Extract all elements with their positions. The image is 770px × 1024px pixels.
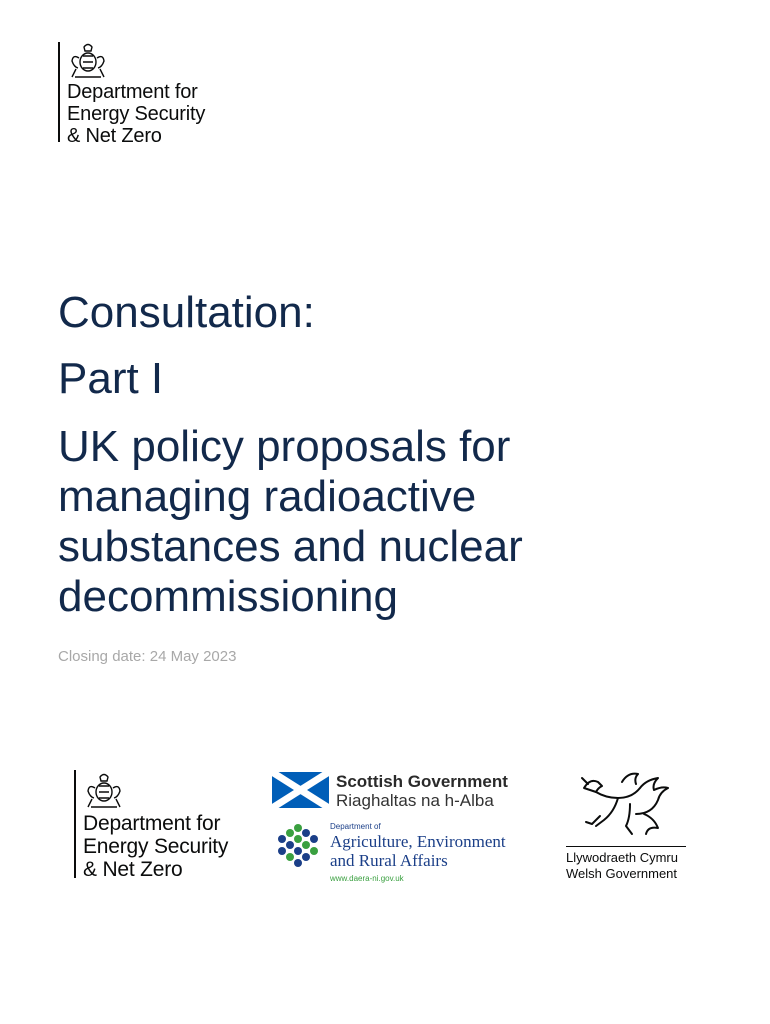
saltire-flag-icon: [272, 772, 329, 808]
document-type-heading: Consultation:: [58, 288, 315, 337]
closing-date: Closing date: 24 May 2023: [58, 648, 237, 665]
royal-coat-of-arms-icon: [83, 772, 125, 810]
welsh-dragon-icon: [570, 770, 680, 842]
daera-prefix: Department of: [330, 822, 381, 831]
daera-name: Agriculture, Environment and Rural Affairs: [330, 832, 506, 870]
royal-coat-of-arms-icon: [67, 42, 109, 80]
cover-title-block: [58, 288, 738, 622]
welsh-government-name: Llywodraeth Cymru Welsh Government: [566, 850, 678, 881]
partner-logo-desnz: [74, 770, 274, 880]
scottish-government-name: Scottish Government Riaghaltas na h-Alba: [336, 772, 508, 810]
partner-logo-daera: [276, 822, 546, 884]
department-name: Department for Energy Security & Net Zero: [83, 812, 229, 881]
logo-divider: [74, 770, 76, 878]
logo-divider: [566, 846, 686, 847]
part-heading: Part I: [58, 354, 164, 403]
department-name: Department for Energy Security & Net Zero: [67, 81, 206, 147]
document-title: UK policy proposals for managing radioactive substances and nuclear decommissioning: [58, 422, 523, 621]
hexagon-cluster-icon: [276, 822, 320, 868]
partner-logo-scottish-government: [272, 772, 542, 810]
daera-url: www.daera-ni.gov.uk: [330, 874, 404, 883]
partner-logo-welsh-government: [562, 770, 692, 888]
logo-divider: [58, 42, 60, 142]
header-department-logo: [58, 42, 258, 146]
